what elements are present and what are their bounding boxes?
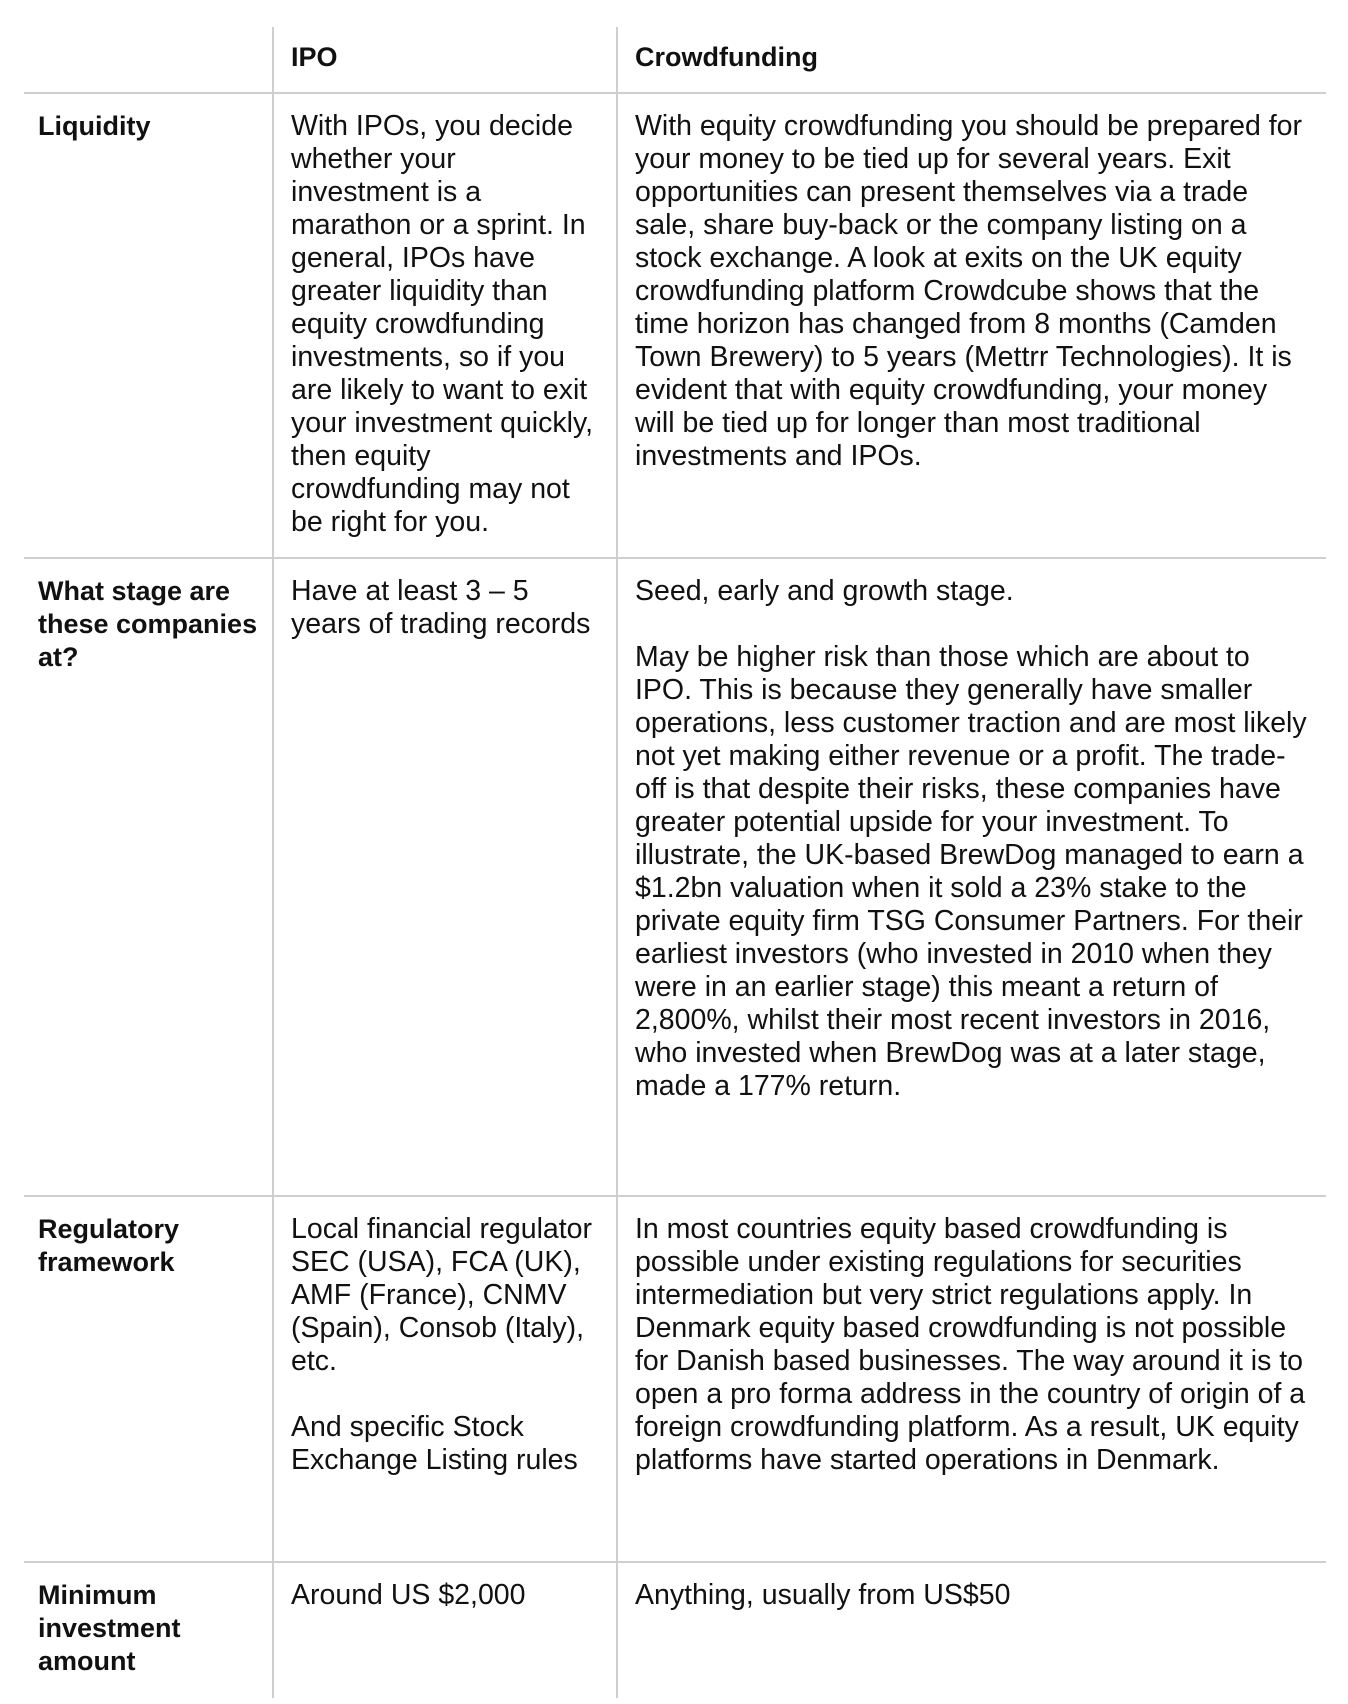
cell-paragraph: And specific Stock Exchange Listing rules	[291, 1411, 578, 1476]
header-ipo: IPO	[273, 27, 617, 93]
comparison-document	[24, 27, 1326, 1698]
cell-crowdfunding-liquidity	[617, 93, 1326, 558]
cell-crowdfunding-regulatory-framework	[617, 1196, 1326, 1562]
cell-crowdfunding-minimum-investment	[617, 1562, 1326, 1698]
row-label-minimum-investment: Minimum investment amount	[38, 1580, 181, 1676]
header-crowdfunding: Crowdfunding	[617, 27, 1326, 93]
table-row-regulatory-framework	[24, 1196, 1326, 1562]
cell-paragraph: In most countries equity based crowdfunding is possible under existing regulations for securities intermediation but very strict regulations apply. In Denmark equity based crowdfunding is not possible for Danish based businesses. The way around it is to open a pro forma address in the country of origin of a foreign crowdfunding platform. As a result, UK equity platforms have started operations in Denmark.	[635, 1213, 1306, 1476]
cell-paragraph: Around US $2,000	[291, 1579, 526, 1611]
header-corner-cell	[24, 27, 273, 93]
cell-ipo-liquidity	[273, 93, 617, 558]
table-row-liquidity	[24, 93, 1326, 558]
cell-paragraph: With IPOs, you decide whether your investment is a marathon or a sprint. In general, IPOs have greater liquidity than equity crowdfunding investments, so if you are likely to want to exit your investment quickly, then equity crowdfunding may not be right for you.	[291, 110, 594, 538]
cell-crowdfunding-company-stage	[617, 558, 1326, 1196]
cell-paragraph: Have at least 3 – 5 years of trading records	[291, 575, 591, 640]
cell-paragraph: With equity crowdfunding you should be prepared for your money to be tied up for several years. Exit opportunities can present themselves via a trade sale, share buy-back or the company listing on a stock exchange. A look at exits on the UK equity crowdfunding platform Crowdcube shows that the time horizon has changed from 8 months (Camden Town Brewery) to 5 years (Mettrr Technologies). It is evident that with equity crowdfunding, your money will be tied up for longer than most traditional investments and IPOs.	[635, 110, 1302, 472]
cell-paragraph: Anything, usually from US$50	[635, 1579, 1011, 1611]
cell-ipo-company-stage	[273, 558, 617, 1196]
cell-paragraph: Local financial regulator SEC (USA), FCA (UK), AMF (France), CNMV (Spain), Consob (Italy), etc.	[291, 1213, 593, 1377]
cell-paragraph: Seed, early and growth stage.	[635, 575, 1014, 607]
row-label-liquidity: Liquidity	[24, 93, 273, 558]
ipo-vs-crowdfunding-table	[24, 27, 1326, 1698]
table-row-company-stage	[24, 558, 1326, 1196]
row-label-regulatory-framework: Regulatory framework	[24, 1196, 273, 1562]
table-row-minimum-investment	[24, 1562, 1326, 1698]
cell-ipo-regulatory-framework	[273, 1196, 617, 1562]
row-label-company-stage: What stage are these companies at?	[24, 558, 273, 1196]
table-header-row	[24, 27, 1326, 93]
cell-paragraph: May be higher risk than those which are about to IPO. This is because they generally have smaller operations, less customer traction and are most likely not yet making either revenue or a profit. The trade-off is that despite their risks, these companies have greater potential upside for your investment. To illustrate, the UK-based BrewDog managed to earn a $1.2bn valuation when it sold a 23% stake to the private equity firm TSG Consumer Partners. For their earliest investors (who invested in 2010 when they were in an earlier stage) this meant a return of 2,800%, whilst their most recent investors in 2016, who invested when BrewDog was at a later stage, made a 177% return.	[635, 641, 1307, 1102]
cell-ipo-minimum-investment	[273, 1562, 617, 1698]
